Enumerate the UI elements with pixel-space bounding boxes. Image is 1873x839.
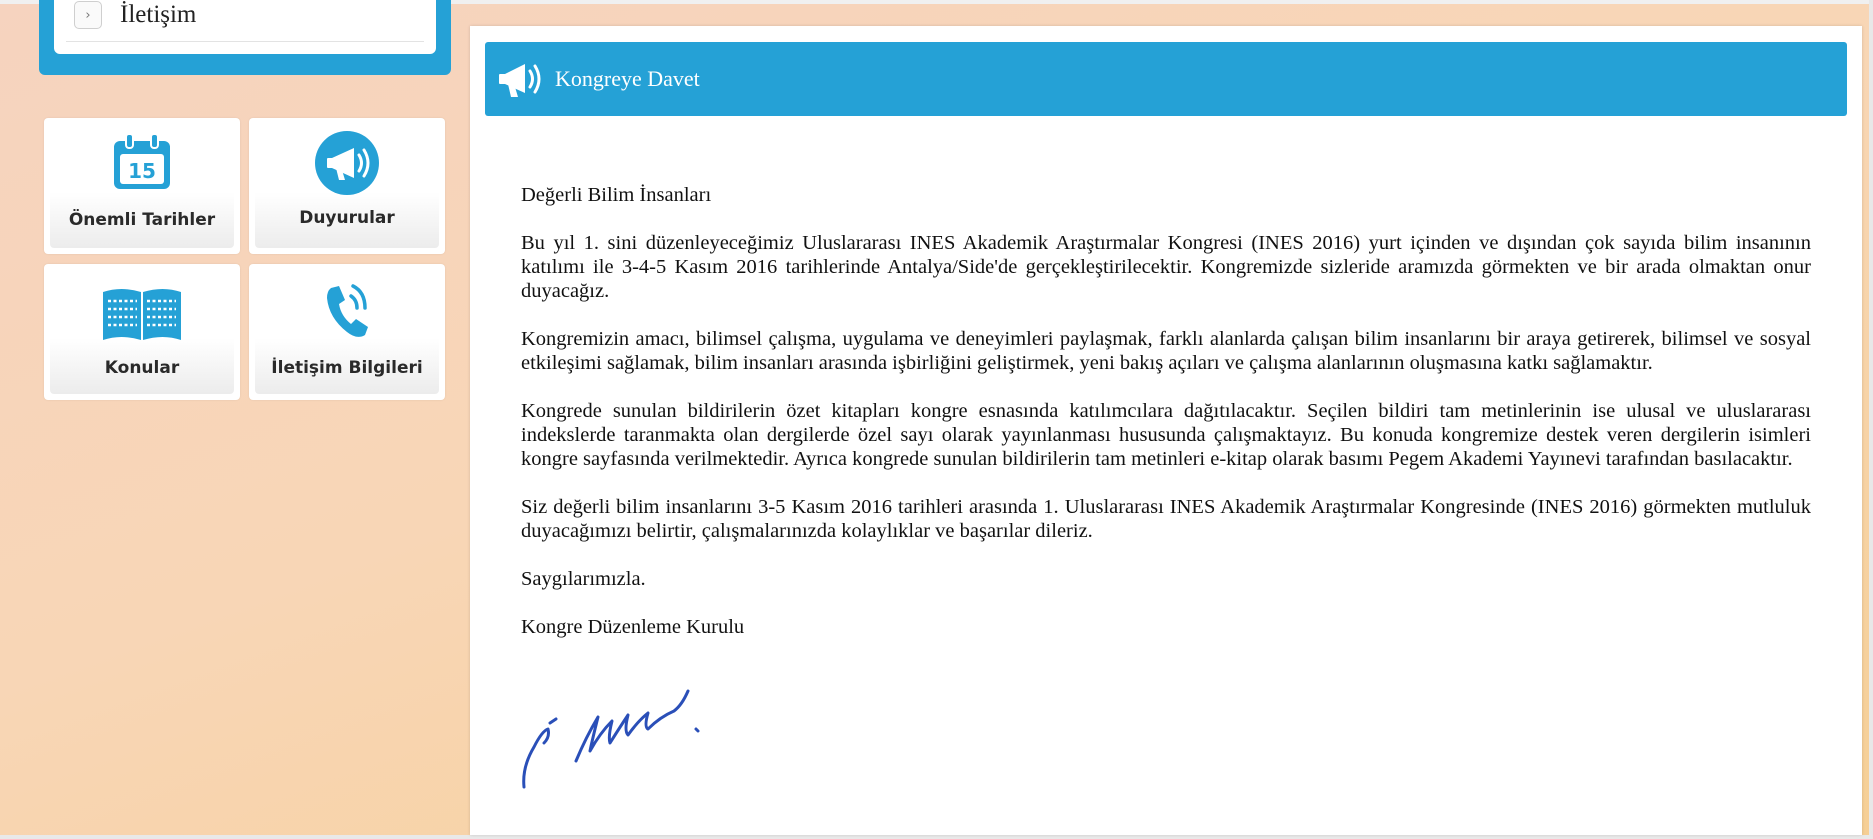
- chevron-right-icon: ›: [74, 1, 102, 29]
- paragraph: Kongremizin amacı, bilimsel çalışma, uygulama ve deneyimleri paylaşmak, farklı alanlarda çalışan bilim insanlarını bir araya getirerek, bilimsel ve sosyal etkileşimi sağlamak, bilim insanları arasında işbirliğini geliştirmek, yeni bakış açıları ve çalışma alanlarının oluşmasına katkı sağlamaktır.: [521, 328, 1811, 374]
- tile-label: Duyurular: [299, 208, 395, 228]
- signature-image: [520, 687, 760, 802]
- tile-label: İletişim Bilgileri: [271, 358, 423, 378]
- calendar-day: 15: [128, 159, 156, 183]
- tile-duyurular[interactable]: [249, 118, 445, 254]
- open-book-icon: [44, 284, 240, 342]
- tile-label: Önemli Tarihler: [68, 210, 216, 230]
- sender: Kongre Düzenleme Kurulu: [521, 616, 745, 638]
- sidebar-menu-list: [54, 0, 436, 54]
- paragraph: Bu yıl 1. sini düzenleyeceğimiz Uluslararası INES Akademik Araştırmalar Kongresi (INES 2016) yurt içinden ve dışından çok sayıda bilim insanının katılımı ile 3-4-5 Kasım 2016 tarihlerinde Antalya/Side'de gerçekleştirilecektir. Kongremizde sizleride aramızda görmekten ve bir arada olmaktan onur duyacağız.: [521, 232, 1811, 302]
- paragraph: Kongrede sunulan bildirilerin özet kitapları kongre esnasında katılımcılara dağıtılacaktır. Seçilen bildiri tam metinlerinin ise ulusal ve uluslararası indekslerde taranmakta olan dergilerde özel sayı olarak yayınlanması hususunda çalışmaktayız. Bu konuda kongremize destek veren dergilerin isimleri kongre sayfasında verilmektedir. Ayrıca kongrede sunulan bildirilerin tam metinleri e-kitap olarak basımı Pegem Akademi Yayınevi tarafından basılacaktır.: [521, 400, 1811, 470]
- tile-konular[interactable]: [44, 264, 240, 400]
- closing: Saygılarımızla.: [521, 568, 646, 590]
- calendar-icon: [44, 132, 240, 192]
- tile-iletisim-bilgileri[interactable]: [249, 264, 445, 400]
- paragraph: Siz değerli bilim insanlarını 3-5 Kasım 2016 tarihleri arasında 1. Uluslararası INES Akademik Araştırmalar Kongresinde (INES 2016) görmekten mutluluk duyacağımızı belirtir, çalışmalarınızda kolaylıklar ve başarılar dileriz.: [521, 496, 1811, 542]
- sidebar-item-iletisim[interactable]: [74, 0, 424, 30]
- megaphone-icon: [497, 56, 543, 102]
- sidebar-menu: [39, 0, 451, 75]
- tile-label: Konular: [104, 358, 180, 378]
- megaphone-icon: [249, 130, 445, 196]
- tile-onemli-tarihler[interactable]: [44, 118, 240, 254]
- panel-title: Kongreye Davet: [555, 66, 700, 91]
- window-right-edge: [1869, 0, 1873, 839]
- menu-divider: [66, 41, 424, 42]
- greeting: Değerli Bilim İnsanları: [521, 184, 712, 206]
- invitation-letter: [521, 183, 1811, 663]
- content-panel: [470, 26, 1862, 835]
- phone-icon: [249, 282, 445, 340]
- panel-header: [485, 42, 1847, 116]
- window-bottom-edge: [0, 835, 1873, 839]
- sidebar-item-label: İletişim: [120, 1, 197, 28]
